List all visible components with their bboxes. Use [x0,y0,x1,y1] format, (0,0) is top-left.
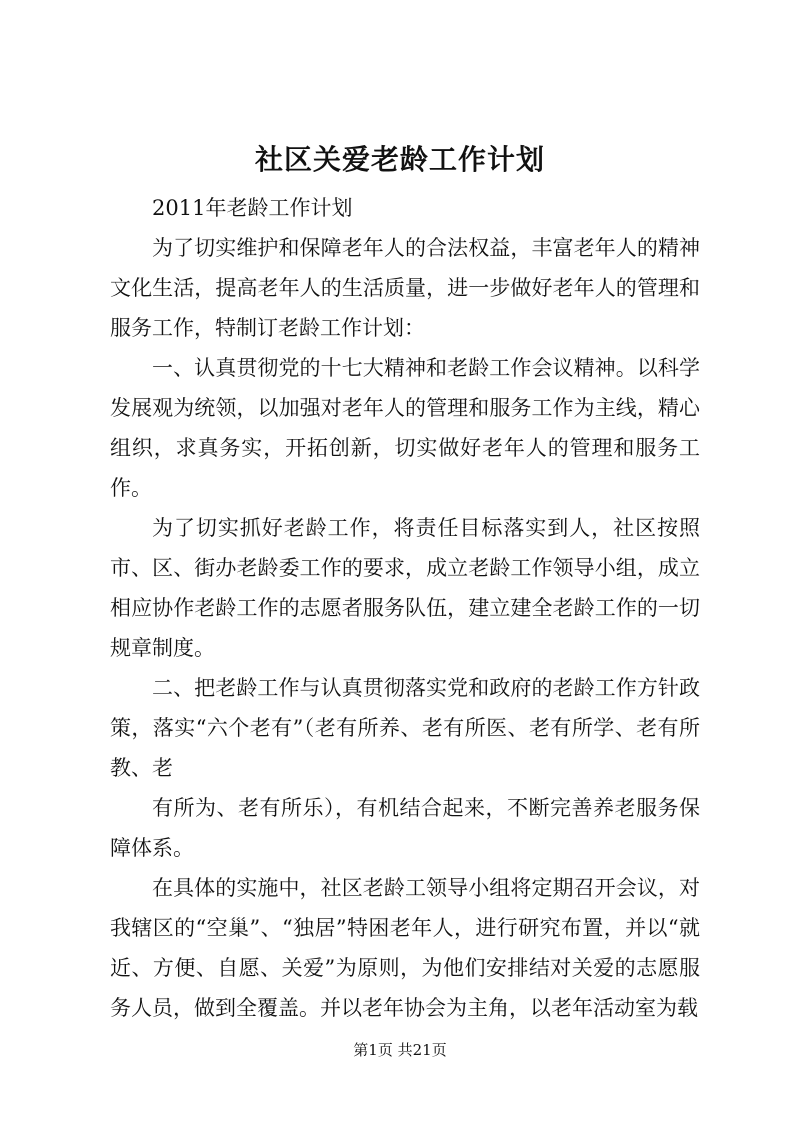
body-paragraph: 为了切实维护和保障老年人的合法权益，丰富老年人的精神文化生活，提高老年人的生活质量，进一步做好老年人的管理和服务工作，特制订老龄工作计划： [110,236,700,340]
document-body [110,188,700,1028]
page-footer: 第1页 共21页 [353,1041,447,1059]
subtitle-paragraph: 2011年老龄工作计划 [152,196,353,220]
body-paragraph: 为了切实抓好老龄工作，将责任目标落实到人，社区按照市、区、街办老龄委工作的要求，成立老龄工作领导小组，成立相应协作老龄工作的志愿者服务队伍，建立建全老龄工作的一切规章制度。 [110,516,700,660]
document-title: 社区关爱老龄工作计划 [254,143,545,176]
body-paragraph: 在具体的实施中，社区老龄工领导小组将定期召开会议，对我辖区的“空巢”、“独居”特困老年人，进行研究布置，并以“就近、方便、自愿、关爱”为原则，为他们安排结对关爱的志愿服务人员，做到全覆盖。并以老年协会为主角，以老年活动室为载 [110,876,700,1020]
body-paragraph: 一、认真贯彻党的十七大精神和老龄工作会议精神。以科学发展观为统领，以加强对老年人的管理和服务工作为主线，精心组织，求真务实，开拓创新，切实做好老年人的管理和服务工作。 [110,356,700,500]
body-paragraph: 有所为、老有所乐），有机结合起来，不断完善养老服务保障体系。 [110,796,700,860]
body-paragraph: 二、把老龄工作与认真贯彻落实党和政府的老龄工作方针政策，落实“六个老有”（老有所养、老有所医、老有所学、老有所教、老 [110,676,700,780]
